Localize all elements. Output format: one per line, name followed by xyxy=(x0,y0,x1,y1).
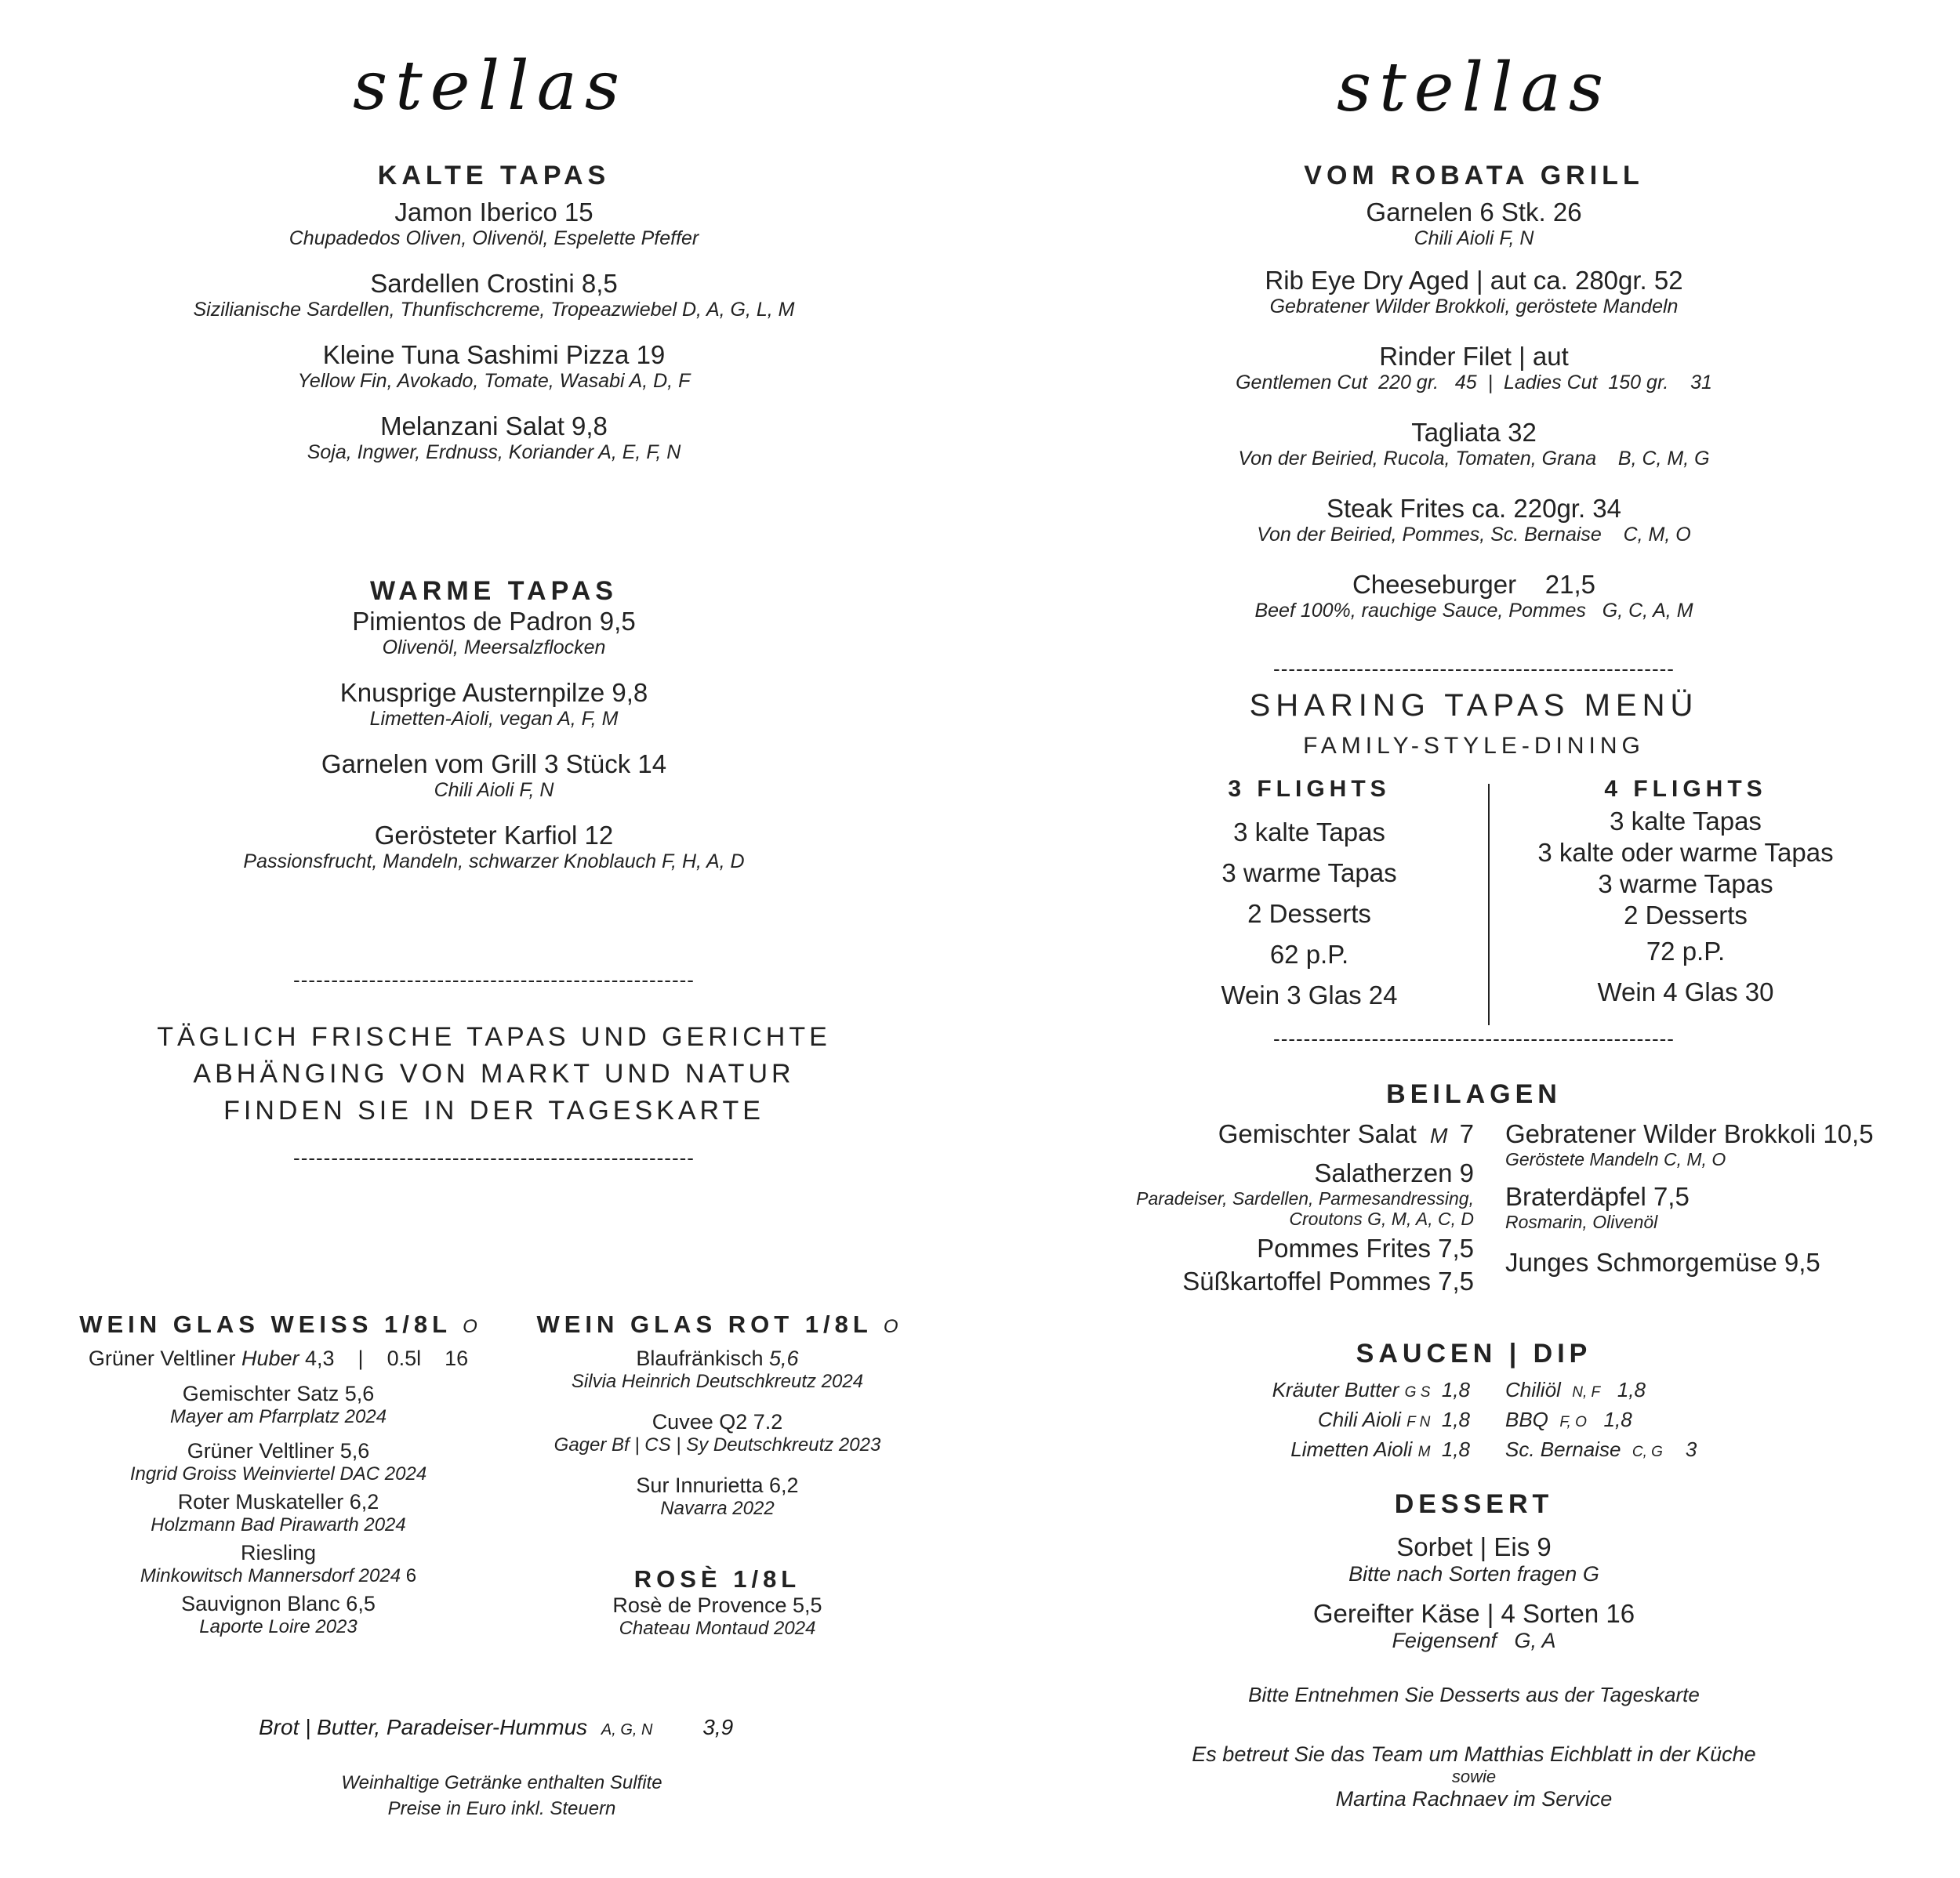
sulfite-note: Weinhaltige Getränke enthalten Sulfite xyxy=(341,1772,662,1793)
item-desc: Gebratener Wilder Brokkoli, geröstete Mandeln xyxy=(1269,295,1679,317)
side-code: M xyxy=(1429,1124,1448,1147)
sauce-name: Chiliöl xyxy=(1505,1378,1561,1401)
flight-line: 3 kalte oder warme Tapas xyxy=(1537,838,1834,867)
side-name: Salatherzen 9 xyxy=(1314,1158,1474,1187)
team-line: sowie xyxy=(1451,1767,1497,1786)
item-name: Tagliata 32 xyxy=(1411,418,1537,447)
sauce-code: G S xyxy=(1404,1384,1431,1401)
wine-desc: Laporte Loire 2023 xyxy=(199,1616,358,1637)
flights-3 xyxy=(1176,776,1443,1016)
item-desc: Bitte nach Sorten fragen G xyxy=(1348,1562,1599,1586)
price-note: Preise in Euro inkl. Steuern xyxy=(387,1798,616,1819)
wine-price: 5,6 xyxy=(769,1347,799,1370)
kalte-tapas-title: KALTE TAPAS xyxy=(377,161,611,190)
wine-producer: Huber xyxy=(241,1347,299,1370)
sauce-price: 1,8 xyxy=(1441,1408,1470,1431)
wine-desc: Chateau Montaud 2024 xyxy=(619,1618,816,1639)
sauce-name: Limetten Aioli xyxy=(1290,1438,1413,1461)
flight-line: 3 kalte Tapas xyxy=(1233,818,1385,847)
item-name: Garnelen vom Grill 3 Stück 14 xyxy=(321,749,667,778)
menu-item xyxy=(149,607,839,659)
divider: ----------------------------------------------------- xyxy=(293,968,695,992)
wein-rot-title xyxy=(502,1311,933,1339)
flight-line: 2 Desserts xyxy=(1247,899,1371,928)
rose-title: ROSÈ 1/8L xyxy=(633,1565,801,1593)
wine-price: 6 xyxy=(405,1565,417,1586)
side-desc: Geröstete Mandeln C, M, O xyxy=(1505,1149,1726,1169)
flights-divider xyxy=(1488,784,1490,1025)
side-name: Gebratener Wilder Brokkoli 10,5 xyxy=(1505,1119,1874,1148)
saucen-title: SAUCEN | DIP xyxy=(1356,1339,1592,1369)
flight-line: Wein 3 Glas 24 xyxy=(1221,981,1398,1010)
title-text: WEIN GLAS WEISS 1/8L xyxy=(79,1311,452,1338)
menu-item xyxy=(149,411,839,464)
wine-name: Cuvee Q2 7.2 xyxy=(652,1410,783,1434)
side-name: Junges Schmorgemüse 9,5 xyxy=(1505,1248,1820,1277)
kalte-tapas-section xyxy=(149,161,839,464)
wine-desc: Ingrid Groiss Weinviertel DAC 2024 xyxy=(129,1463,427,1485)
sauce-item xyxy=(1505,1376,1897,1406)
item-name: Gereifter Käse | 4 Sorten 16 xyxy=(1312,1599,1635,1628)
sauce-code: N, F xyxy=(1572,1384,1601,1401)
item-name: Cheeseburger 21,5 xyxy=(1352,570,1596,599)
beilagen-left xyxy=(1004,1119,1474,1296)
wine-price: 4,3 | 0.5l 16 xyxy=(305,1347,469,1370)
daily-line: FINDEN SIE IN DER TAGESKARTE xyxy=(223,1096,764,1126)
footer-left xyxy=(227,1770,776,1822)
item-name: Gerösteter Karfiol 12 xyxy=(374,821,614,850)
item-name: Sorbet | Eis 9 xyxy=(1396,1532,1552,1561)
warme-tapas-title: WARME TAPAS xyxy=(370,576,618,606)
sauce-item xyxy=(1505,1436,1897,1466)
menu-item xyxy=(1121,1532,1827,1586)
wine-desc-line xyxy=(63,1565,494,1587)
flight-line: 62 p.P. xyxy=(1269,940,1349,969)
menu-item xyxy=(149,821,839,873)
item-name: Steak Frites ca. 220gr. 34 xyxy=(1326,494,1622,523)
sulfite-mark: O xyxy=(463,1316,477,1337)
team-note xyxy=(1121,1742,1827,1811)
wine-name: Sauvignon Blanc 6,5 xyxy=(181,1592,376,1615)
brot-text: Brot | Butter, Paradeiser-Hummus xyxy=(259,1715,588,1739)
item-desc: Chili Aioli F, N xyxy=(1414,227,1534,249)
item-desc: Feigensenf G, A xyxy=(1392,1629,1556,1652)
team-line: Martina Rachnaev im Service xyxy=(1335,1787,1613,1811)
side-price: 7 xyxy=(1459,1119,1474,1148)
beilagen-title: BEILAGEN xyxy=(1386,1079,1562,1109)
flights-3-title: 3 FLIGHTS xyxy=(1228,776,1391,802)
item-desc: Limetten-Aioli, vegan A, F, M xyxy=(369,708,619,730)
saucen-left xyxy=(1082,1376,1470,1466)
sauce-item xyxy=(1082,1376,1470,1406)
sauce-item xyxy=(1082,1436,1470,1466)
dessert-note: Bitte Entnehmen Sie Desserts aus der Tageskarte xyxy=(1248,1683,1700,1706)
item-desc: Von der Beiried, Rucola, Tomaten, Grana B, C, M, G xyxy=(1238,448,1710,470)
wine-desc: Gager Bf | CS | Sy Deutschkreutz 2023 xyxy=(554,1434,881,1456)
flights-4-title: 4 FLIGHTS xyxy=(1604,776,1767,802)
menu-item xyxy=(1121,342,1827,394)
item-desc: Passionsfrucht, Mandeln, schwarzer Knoblauch F, H, A, D xyxy=(243,850,745,872)
wine-item xyxy=(63,1347,494,1371)
item-desc: Chili Aioli F, N xyxy=(434,779,554,801)
brot-codes: A, G, N xyxy=(601,1721,653,1738)
sauce-code: C, G xyxy=(1632,1444,1663,1460)
sauce-name: BBQ xyxy=(1505,1408,1548,1431)
wine-item xyxy=(63,1382,494,1428)
wine-item xyxy=(502,1474,933,1520)
side-name: Pommes Frites 7,5 xyxy=(1257,1234,1474,1263)
wein-weiss-title xyxy=(63,1311,494,1339)
divider: ----------------------------------------------------- xyxy=(1273,1027,1675,1050)
sauce-name: Sc. Bernaise xyxy=(1505,1438,1621,1461)
flight-line: 3 kalte Tapas xyxy=(1610,807,1762,836)
wine-item xyxy=(502,1347,933,1393)
flight-line: Wein 4 Glas 30 xyxy=(1597,977,1774,1006)
item-desc: Soja, Ingwer, Erdnuss, Koriander A, E, F, N xyxy=(307,441,681,463)
sauce-name: Chili Aioli xyxy=(1317,1408,1401,1431)
item-desc: Von der Beiried, Pommes, Sc. Bernaise C, M, O xyxy=(1257,524,1691,546)
wine-desc: Silvia Heinrich Deutschkreutz 2024 xyxy=(571,1371,864,1392)
sauce-item xyxy=(1505,1406,1897,1436)
daily-line: TÄGLICH FRISCHE TAPAS UND GERICHTE xyxy=(157,1022,831,1052)
sauce-name: Kräuter Butter xyxy=(1272,1378,1399,1401)
sharing-subtitle: FAMILY-STYLE-DINING xyxy=(1303,733,1645,759)
side-desc: Paradeiser, Sardellen, Parmesandressing, xyxy=(1136,1188,1474,1209)
side-desc: Croutons G, M, A, C, D xyxy=(1289,1209,1474,1229)
brot-price: 3,9 xyxy=(702,1715,734,1739)
robata-section xyxy=(1121,161,1827,622)
stellas-logo-right: stellas xyxy=(1336,49,1611,127)
menu-item xyxy=(149,340,839,393)
flight-line: 2 Desserts xyxy=(1624,901,1748,930)
menu-item xyxy=(1121,198,1827,250)
sulfite-mark: O xyxy=(883,1316,898,1337)
wine-name: Sur Innurietta 6,2 xyxy=(636,1474,799,1497)
menu-item xyxy=(1121,418,1827,470)
item-desc: Beef 100%, rauchige Sauce, Pommes G, C, A, M xyxy=(1254,600,1693,622)
warme-tapas-section xyxy=(149,576,839,873)
wine-name: Riesling xyxy=(240,1541,317,1564)
title-text: WEIN GLAS ROT 1/8L xyxy=(536,1311,873,1338)
side-name: Gemischter Salat xyxy=(1218,1119,1417,1148)
wine-desc: Mayer am Pfarrplatz 2024 xyxy=(169,1406,387,1427)
flights-4 xyxy=(1505,776,1866,1013)
wine-item xyxy=(502,1410,933,1456)
sharing-section xyxy=(1121,688,1827,760)
wine-name: Roter Muskateller 6,2 xyxy=(177,1490,379,1514)
wine-item xyxy=(63,1490,494,1536)
divider: ----------------------------------------------------- xyxy=(1273,657,1675,680)
menu-item xyxy=(149,749,839,802)
saucen-right xyxy=(1505,1376,1897,1466)
wine-item xyxy=(63,1439,494,1485)
side-item xyxy=(1004,1119,1474,1149)
sauce-price: 3 xyxy=(1685,1438,1697,1461)
brot-line xyxy=(259,1715,733,1740)
rose-section xyxy=(502,1565,933,1640)
stellas-logo-left: stellas xyxy=(352,47,627,125)
wein-rot-section xyxy=(502,1311,933,1640)
menu-item xyxy=(1121,266,1827,318)
robata-title: VOM ROBATA GRILL xyxy=(1304,161,1644,190)
wein-weiss-section xyxy=(63,1311,494,1638)
wine-item xyxy=(63,1592,494,1638)
side-desc: Rosmarin, Olivenöl xyxy=(1505,1212,1658,1232)
sauce-code: F N xyxy=(1406,1414,1431,1430)
item-desc: Chupadedos Oliven, Olivenöl, Espelette Pfeffer xyxy=(289,227,699,249)
daily-line: ABHÄNGING VON MARKT UND NATUR xyxy=(193,1059,795,1089)
item-name: Pimientos de Padron 9,5 xyxy=(352,607,636,636)
daily-note xyxy=(125,1019,862,1129)
sauce-price: 1,8 xyxy=(1441,1378,1470,1401)
dessert-section xyxy=(1121,1489,1827,1707)
item-desc: Sizilianische Sardellen, Thunfischcreme, Tropeazwiebel D, A, G, L, M xyxy=(193,299,795,321)
item-name: Rib Eye Dry Aged | aut ca. 280gr. 52 xyxy=(1265,266,1683,295)
wine-desc: Minkowitsch Mannersdorf 2024 xyxy=(140,1565,401,1586)
wine-desc: Navarra 2022 xyxy=(660,1498,775,1519)
menu-item xyxy=(149,678,839,731)
side-name: Braterdäpfel 7,5 xyxy=(1505,1182,1690,1211)
wine-name: Grüner Veltliner 5,6 xyxy=(187,1439,370,1463)
divider: ----------------------------------------------------- xyxy=(293,1146,695,1169)
sauce-code: M xyxy=(1417,1444,1431,1460)
wine-name: Grüner Veltliner xyxy=(88,1347,236,1370)
item-desc: Olivenöl, Meersalzflocken xyxy=(382,636,606,658)
sharing-title: SHARING TAPAS MENÜ xyxy=(1249,688,1699,723)
item-name: Sardellen Crostini 8,5 xyxy=(370,269,618,298)
sauce-item xyxy=(1082,1406,1470,1436)
wine-name: Gemischter Satz 5,6 xyxy=(182,1382,375,1405)
sauce-code: F, O xyxy=(1559,1414,1587,1430)
beilagen-right xyxy=(1505,1119,1960,1278)
menu-item xyxy=(1121,494,1827,546)
wine-desc: Holzmann Bad Pirawarth 2024 xyxy=(151,1514,406,1535)
wine-name: Rosè de Provence 5,5 xyxy=(612,1593,822,1617)
sauce-price: 1,8 xyxy=(1617,1378,1646,1401)
sauce-price: 1,8 xyxy=(1441,1438,1470,1461)
item-name: Kleine Tuna Sashimi Pizza 19 xyxy=(322,340,666,369)
wine-name: Blaufränkisch xyxy=(636,1347,764,1370)
wine-item xyxy=(63,1541,494,1587)
item-name: Rinder Filet | aut xyxy=(1379,342,1569,371)
flight-line: 72 p.P. xyxy=(1646,937,1726,966)
menu-item xyxy=(149,269,839,321)
item-name: Garnelen 6 Stk. 26 xyxy=(1366,198,1582,227)
item-name: Jamon Iberico 15 xyxy=(394,198,593,227)
dessert-title: DESSERT xyxy=(1394,1489,1554,1519)
item-desc: Yellow Fin, Avokado, Tomate, Wasabi A, D, F xyxy=(297,370,691,392)
menu-item xyxy=(1121,570,1827,622)
team-line: Es betreut Sie das Team um Matthias Eichblatt in der Küche xyxy=(1192,1742,1756,1766)
menu-item xyxy=(1121,1599,1827,1653)
flight-line: 3 warme Tapas xyxy=(1598,869,1773,898)
item-desc: Gentlemen Cut 220 gr. 45 | Ladies Cut 150 gr. 31 xyxy=(1236,372,1712,393)
item-name: Melanzani Salat 9,8 xyxy=(380,411,608,440)
menu-item xyxy=(149,198,839,250)
side-name: Süßkartoffel Pommes 7,5 xyxy=(1182,1267,1474,1296)
item-name: Knusprige Austernpilze 9,8 xyxy=(339,678,648,707)
flight-line: 3 warme Tapas xyxy=(1221,858,1397,887)
sauce-price: 1,8 xyxy=(1603,1408,1632,1431)
